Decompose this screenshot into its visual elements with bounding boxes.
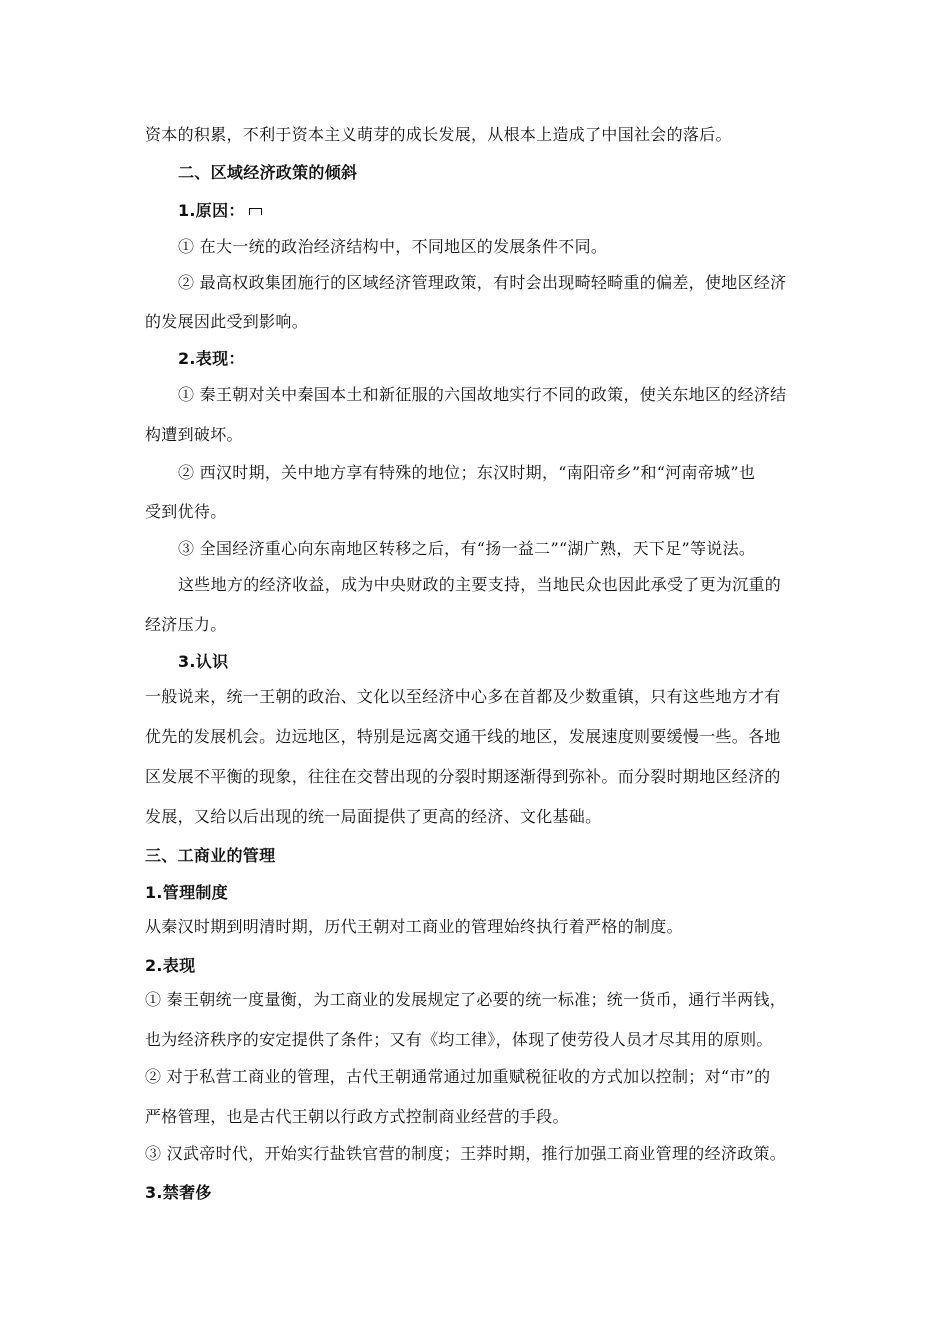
- list-item: ① 在大一统的政治经济结构中，不同地区的发展条件不同。: [178, 237, 608, 256]
- subheading: 1.管理制度: [145, 883, 229, 902]
- paragraph-line: 从秦汉时期到明清时期，历代王朝对工商业的管理始终执行着严格的制度。: [145, 917, 683, 936]
- paragraph-line: 严格管理，也是古代王朝以行政方式控制商业经营的手段。: [145, 1107, 569, 1126]
- subheading: 2.表现: [145, 956, 196, 975]
- subheading-text: 1.原因：: [178, 201, 245, 220]
- bracket-mark-icon: [249, 208, 262, 215]
- list-item: ③ 全国经济重心向东南地区转移之后，有“扬一益二”“湖广熟，天下足”等说法。: [178, 539, 756, 558]
- paragraph-line: 资本的积累，不利于资本主义萌芽的成长发展，从根本上造成了中国社会的落后。: [145, 125, 732, 144]
- list-item: ① 秦王朝对关中秦国本土和新征服的六国故地实行不同的政策，使关东地区的经济结: [178, 385, 787, 404]
- list-item: ② 最高权政集团施行的区域经济管理政策，有时会出现畸轻畸重的偏差，使地区经济: [178, 273, 787, 292]
- paragraph-line: 区发展不平衡的现象，往往在交替出现的分裂时期逐渐得到弥补。而分裂时期地区经济的: [145, 767, 781, 786]
- list-item: ② 对于私营工商业的管理，古代王朝通常通过加重赋税征收的方式加以控制；对“市”的: [145, 1067, 771, 1086]
- subheading: [178, 200, 262, 222]
- paragraph-line: 一般说来，统一王朝的政治、文化以至经济中心多在首都及少数重镇，只有这些地方才有: [145, 687, 781, 706]
- section-heading: 三、工商业的管理: [145, 846, 276, 865]
- list-item: ① 秦王朝统一度量衡，为工商业的发展规定了必要的统一标准；统一货币，通行半两钱，: [145, 990, 787, 1009]
- paragraph-line: 受到优待。: [145, 502, 227, 521]
- paragraph-line: 经济压力。: [145, 615, 227, 634]
- paragraph-line: 优先的发展机会。边远地区，特别是远离交通干线的地区，发展速度则要缓慢一些。各地: [145, 727, 781, 746]
- section-heading: 二、区域经济政策的倾斜: [178, 163, 358, 182]
- paragraph-line: 发展，又给以后出现的统一局面提供了更高的经济、文化基础。: [145, 807, 602, 826]
- list-item: ② 西汉时期，关中地方享有特殊的地位；东汉时期，“南阳帝乡”和“河南帝城”也: [178, 463, 756, 482]
- paragraph-line: 的发展因此受到影响。: [145, 312, 309, 331]
- paragraph-line: 这些地方的经济收益，成为中央财政的主要支持，当地民众也因此承受了更为沉重的: [178, 575, 782, 594]
- subheading: 2.表现：: [178, 349, 245, 368]
- list-item: ③ 汉武帝时代，开始实行盐铁官营的制度；王莽时期，推行加强工商业管理的经济政策。: [145, 1144, 787, 1163]
- subheading: 3.禁奢侈: [145, 1183, 212, 1202]
- paragraph-line: 构遭到破坏。: [145, 425, 243, 444]
- subheading: 3.认识: [178, 652, 229, 671]
- paragraph-line: 也为经济秩序的安定提供了条件；又有《均工律》，体现了使劳役人员才尽其用的原则。: [145, 1030, 773, 1049]
